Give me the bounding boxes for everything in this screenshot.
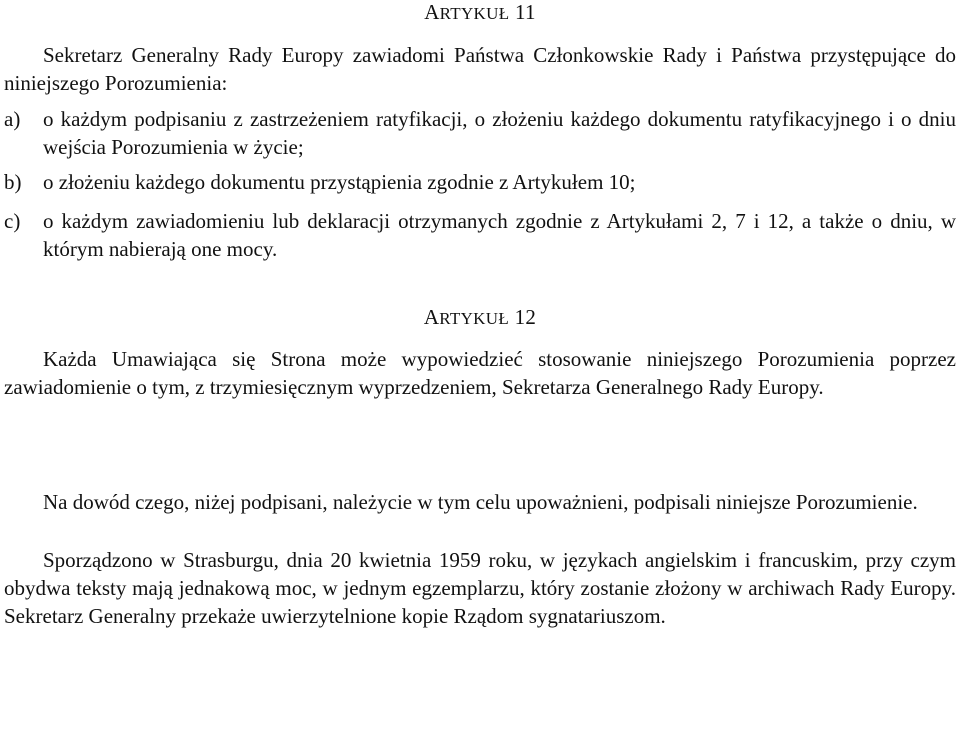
article-12-heading <box>4 305 956 331</box>
article-11-number: 11 <box>514 0 536 24</box>
article-11-heading-initial: A <box>424 0 440 24</box>
item-marker: a) <box>4 107 21 131</box>
article-11-item-c <box>4 207 956 263</box>
article-11-section <box>4 0 956 263</box>
article-11-heading-word: RTYKUŁ <box>439 4 510 23</box>
item-text: o każdym zawiadomieniu lub deklaracji otrzymanych zgodnie z Artykułami 2, 7 i 12, a także o dniu, w którym nabierają one mocy. <box>43 209 956 261</box>
closing-section <box>4 488 956 630</box>
article-11-heading <box>4 0 956 26</box>
article-12-heading-initial: A <box>423 305 440 329</box>
item-marker: b) <box>4 170 22 194</box>
item-text: o złożeniu każdego dokumentu przystąpienia zgodnie z Artykułem 10; <box>43 170 636 194</box>
document-page <box>4 0 956 630</box>
article-12-heading-word: RTYKUŁ <box>439 309 509 328</box>
witness-clause: Na dowód czego, niżej podpisani, należycie w tym celu upoważnieni, podpisali niniejsze Porozumienie. <box>43 490 918 514</box>
item-marker: c) <box>4 209 21 233</box>
article-11-item-a <box>4 105 956 161</box>
item-text: o każdym podpisaniu z zastrzeżeniem ratyfikacji, o złożeniu każdego dokumentu ratyfikacyjnego i o dniu wejścia Porozumienia w życie; <box>43 107 956 159</box>
article-12-text: Każda Umawiająca się Strona może wypowiedzieć stosowanie niniejszego Porozumienia poprzez zawiadomienie o tym, z trzymiesięcznym wyprzedzeniem, Sekretarza Generalnego Rady Europy. <box>4 347 956 399</box>
article-11-item-b <box>4 168 956 196</box>
article-11-intro: Sekretarz Generalny Rady Europy zawiadomi Państwa Członkowskie Rady i Państwa przystępujące do niniejszego Porozumienia: <box>4 43 956 95</box>
done-at-clause: Sporządzono w Strasburgu, dnia 20 kwietnia 1959 roku, w językach angielskim i francuskim, przy czym obydwa teksty mają jednakową moc, w jednym egzemplarzu, który zostanie złożony w archiwach Rady Europy. Sekretarz Generalny przekaże uwierzytelnione kopie Rządom sygnatariuszom. <box>4 548 956 628</box>
article-12-section <box>4 305 956 401</box>
article-12-number: 12 <box>514 305 537 329</box>
